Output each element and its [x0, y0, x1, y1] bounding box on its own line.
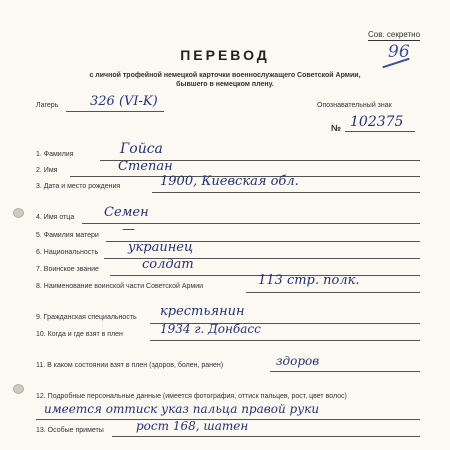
- field-9-value: крестьянин: [160, 304, 245, 319]
- field-6-value: украинец: [128, 240, 194, 255]
- field-13-value: рост 168, шатен: [136, 419, 249, 433]
- field-3-label: 3. Дата и место рождения: [36, 183, 121, 190]
- secret-stamp-text: Сов. секретно: [368, 30, 421, 39]
- field-13-rule: [112, 436, 420, 437]
- handwritten-page-number: 96: [388, 42, 410, 62]
- secret-stamp-underline: [368, 40, 420, 41]
- field-4-value: Семен: [104, 205, 149, 220]
- secret-stamp: [368, 30, 420, 41]
- punch-hole-bottom: [13, 384, 24, 394]
- field-3-value: 1900, Киевская обл.: [160, 174, 299, 189]
- field-11-rule: [270, 371, 420, 372]
- page-title: ПЕРЕВОД: [180, 47, 270, 63]
- camp-value: 326 (VI-K): [90, 94, 158, 109]
- subtitle-line-1: с личной трофейной немецкой карточки военнослужащего Советской Армии,: [89, 72, 361, 79]
- field-8-value: 113 стр. полк.: [258, 273, 360, 288]
- field-2-label: 2. Имя: [36, 167, 58, 174]
- field-9-label: 9. Гражданская специальность: [36, 314, 137, 321]
- field-12-label: 12. Подробные персональные данные (имеется фотография, оттиск пальцев, рост, цвет волос): [36, 393, 347, 400]
- field-3-rule: [152, 192, 420, 193]
- field-8-rule: [246, 292, 420, 293]
- punch-hole-top: [13, 208, 24, 218]
- field-8-label: 8. Наименование воинской части Советской Армии: [36, 283, 204, 290]
- tag-rule: [345, 131, 415, 132]
- camp-rule: [66, 111, 164, 112]
- field-10-rule: [150, 340, 420, 341]
- tag-label: Опознавательный знак: [317, 102, 392, 109]
- field-1-label: 1. Фамилия: [36, 151, 74, 158]
- camp-label: Лагерь: [36, 102, 59, 109]
- subtitle-line-2: бывшего в немецком плену.: [176, 81, 274, 88]
- field-5-label: 5. Фамилия матери: [36, 232, 99, 239]
- field-7-value: солдат: [142, 257, 194, 272]
- field-2-value: Степан: [118, 159, 173, 174]
- field-6-label: 6. Национальность: [36, 249, 99, 256]
- tag-prefix: №: [331, 123, 342, 133]
- field-5-value: —: [122, 222, 135, 237]
- tag-value: 102375: [350, 114, 404, 130]
- field-4-label: 4. Имя отца: [36, 214, 75, 221]
- field-7-label: 7. Воинское звание: [36, 266, 99, 273]
- field-13-label: 13. Особые приметы: [36, 427, 104, 434]
- field-1-value: Гойса: [120, 141, 163, 157]
- field-10-label: 10. Когда и где взят в плен: [36, 331, 123, 338]
- field-11-label: 11. В каком состоянии взят в плен (здоров, болен, ранен): [36, 362, 224, 369]
- field-11-value: здоров: [276, 354, 320, 368]
- field-10-value: 1934 г. Донбасс: [160, 322, 261, 336]
- field-12-value: имеется оттиск указ пальца правой руки: [44, 402, 320, 416]
